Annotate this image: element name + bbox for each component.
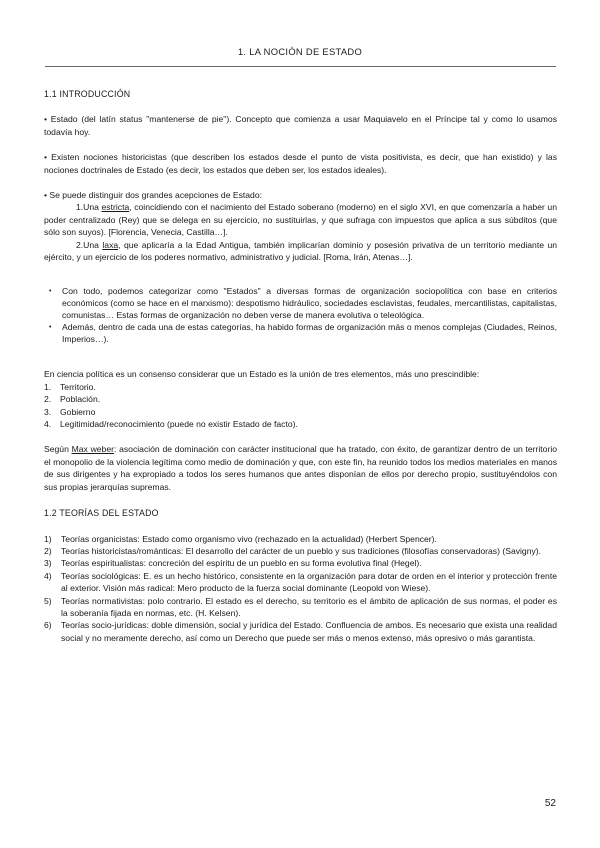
term-max-weber: Max weber [71,444,114,455]
list-item: 3) Teorías espiritualistas: concreción del espíritu de un pueblo en su forma evolutiva final (Hegel). [44,558,422,569]
term-estricta: estricta [101,202,130,213]
acepcion-estricta: 1.Una estricta, coincidiendo con el nacimiento del Estado soberano (moderno) en el siglo XVI, en que comenzaría a haber un poder centralizado (Rey) que se delega en su ejercicio, no sustituirlas, y que sufraga con impuestos que aplica a sus súbditos (que sólo son suyos). [Florencia, Venecia, Castilla…]. [44,202,557,238]
paragraph-nociones: • Existen nociones historicistas (que describen los estados desde el punto de vista positivista, es decir, que han existido) y las nociones doctrinales de Estado (es decir, los estados que deben ser, los estados ideales). [44,152,557,175]
list-item: 1. Territorio. [44,381,96,392]
header-divider [45,66,556,67]
bullet-list-categorias [44,286,557,345]
paragraph-estado-definicion: • Estado (del latín status "mantenerse de pie"). Concepto que comienza a usar Maquiavelo en el Príncipe tal y como lo usamos todavía hoy. [44,114,557,137]
section-title-teorias: 1.2 TEORÍAS DEL ESTADO [44,508,159,519]
list-item: 5) Teorías normativistas: polo contrario. El estado es el derecho, su territorio es el ámbito de aplicación de sus normas, el poder es la soberanía fijada en normas, etc. (H. Kelsen). [44,595,557,618]
page-number: 52 [544,798,556,809]
theories-list [44,533,557,645]
bullet-item: • Además, dentro de cada una de estas categorías, ha habido formas de organización más o menos complejas (Ciudades, Reinos, Imperios…). [44,322,557,346]
elements-list [44,381,557,431]
bullet-item: • Con todo, podemos categorizar como "Estados" a diversas formas de organización sociopolítica con base en criterios económicos (como se hace en el marxismo): despotismo hidráulico, sociedades esclavistas, feudales, mercantilistas, capitalistas, comunistas… Estas formas de organización no deben verse de manera evolutiva o teleológica. [44,286,557,321]
paragraph-weber: Según Max weber: asociación de dominación con carácter institucional que ha tratado, con éxito, de garantizar dentro de un territorio el monopolio de la violencia legítima como medio de dominación y que, con este fin, ha reunido todos los medios materiales en manos de sus dirigentes y ha expropiado a todos los seres humanos que antes disponían de ellos por derecho propio, sustituyéndolos con sus propias jerarquías supremas. [44,444,558,492]
list-item: 4) Teorías sociológicas: E. es un hecho histórico, consistente en la organización para dotar de orden en el interior y protección frente al exterior. Visión más radical: Mero producto de la fuerza social dominante (Leopold von Wiese). [44,570,557,594]
list-item: 3. Gobierno [44,406,96,417]
list-item: 4. Legitimidad/reconocimiento (puede no existir Estado de facto). [44,419,298,430]
page-header-title: 1. LA NOCIÓN DE ESTADO [237,46,363,57]
list-item: 2) Teorías historicistas/románticas: El desarrollo del carácter de un pueblo y sus tradiciones (filosofías conservadoras) (Savigny). [44,545,542,556]
term-laxa: laxa [102,239,119,250]
acepcion-laxa: 2.Una laxa, que aplicaría a la Edad Antigua, también implicarían dominio y posesión privativa de un territorio mediante un ejército, y un ejercicio de los poderes normativo, administrativo y judicial. [Roma, Irán, Atenas…]. [44,239,558,263]
section-title-introduccion: 1.1 INTRODUCCIÓN [44,89,131,99]
list-item: 1) Teorías organicistas: Estado como organismo vivo (rechazado en la actualidad) (Herbert Spencer). [44,533,437,544]
paragraph-elementos-intro: En ciencia política es un consenso considerar que un Estado es la unión de tres elementos, más uno prescindible: [44,369,480,380]
list-item: 6) Teorías socio-jurídicas: doble dimensión, social y jurídica del Estado. Confluencia de ambos. Es necesario que exista una realidad social y no meramente derecho, así como un Derecho que puede ser más o menos extenso, más opresivo o más garantista. [44,620,557,643]
paragraph-acepciones-intro: • Se puede distinguir dos grandes acepciones de Estado: [44,190,262,201]
list-item: 2. Población. [44,394,101,405]
page-content [44,88,557,644]
